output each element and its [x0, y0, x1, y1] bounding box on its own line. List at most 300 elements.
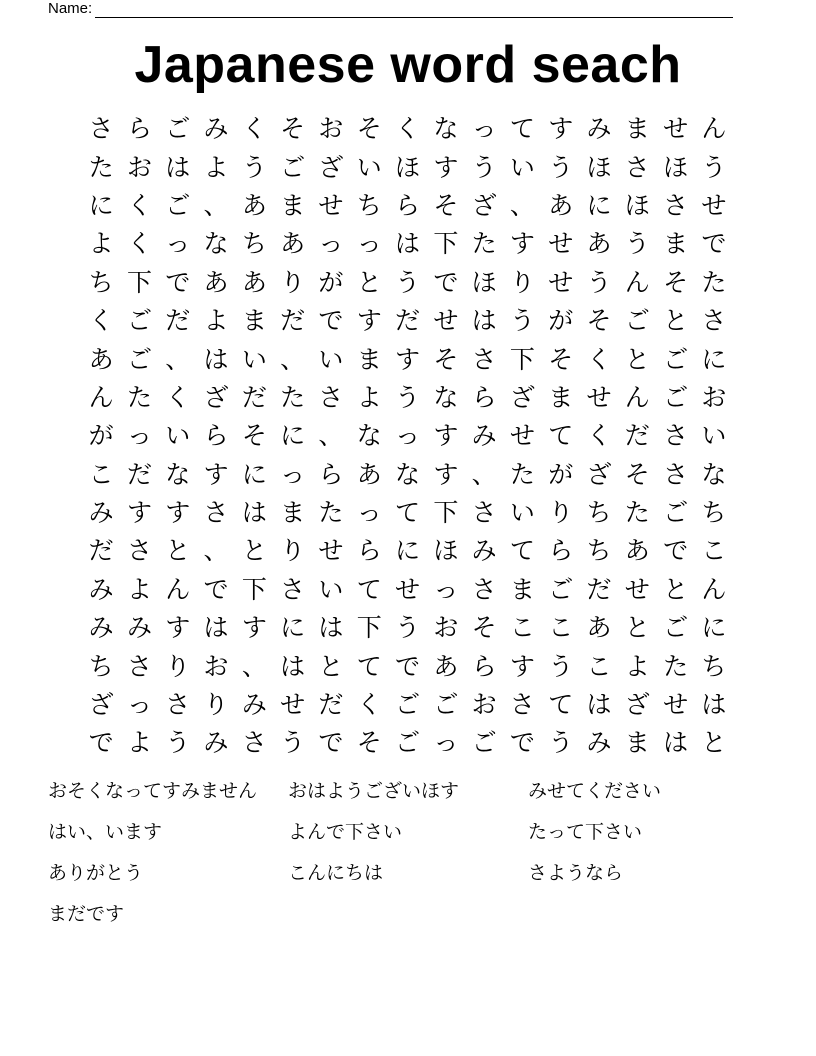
grid-cell: っ [471, 114, 497, 144]
grid-cell: ざ [624, 690, 650, 720]
grid-cell: り [548, 498, 574, 528]
grid-cell: ん [88, 382, 114, 412]
grid-cell: せ [509, 421, 535, 451]
grid-cell: 下 [509, 344, 535, 374]
grid-cell: ま [356, 344, 382, 374]
grid-cell: う [165, 728, 191, 758]
grid-cell: さ [471, 344, 497, 374]
grid-cell: ざ [586, 459, 612, 489]
grid-cell: た [624, 498, 650, 528]
grid-cell: り [165, 651, 191, 681]
word-list [48, 778, 768, 927]
grid-cell: は [701, 690, 727, 720]
grid-cell: た [471, 229, 497, 259]
grid-cell: ほ [433, 536, 459, 566]
grid-cell: て [548, 690, 574, 720]
grid-cell: に [586, 190, 612, 220]
grid-cell: い [165, 421, 191, 451]
grid-cell: ざ [318, 152, 344, 182]
grid-cell: な [433, 114, 459, 144]
grid-cell: さ [624, 152, 650, 182]
word-list-item: おはようございほす [288, 780, 460, 802]
grid-row [82, 609, 733, 647]
grid-cell: す [165, 613, 191, 643]
grid-cell: で [701, 229, 727, 259]
grid-cell: で [318, 728, 344, 758]
grid-cell: が [318, 267, 344, 297]
grid-row [82, 187, 733, 225]
grid-cell: だ [126, 459, 152, 489]
grid-cell: り [280, 267, 306, 297]
grid-cell: く [395, 114, 421, 144]
grid-row [82, 571, 733, 609]
grid-cell: と [318, 651, 344, 681]
grid-cell: さ [663, 459, 689, 489]
grid-cell: ら [395, 190, 421, 220]
grid-row [82, 456, 733, 494]
grid-cell: あ [356, 459, 382, 489]
grid-cell: ご [165, 190, 191, 220]
grid-cell: て [509, 114, 535, 144]
grid-cell: さ [88, 114, 114, 144]
grid-cell: 下 [433, 229, 459, 259]
grid-cell: せ [548, 229, 574, 259]
grid-cell: ま [548, 382, 574, 412]
grid-cell: そ [663, 267, 689, 297]
grid-cell: ま [509, 574, 535, 604]
grid-cell: ま [280, 190, 306, 220]
grid-cell: た [280, 382, 306, 412]
name-blank-line [95, 2, 733, 18]
grid-cell: み [586, 114, 612, 144]
grid-cell: と [624, 613, 650, 643]
grid-cell: 、 [471, 459, 497, 489]
grid-cell: ざ [471, 190, 497, 220]
grid-cell: う [548, 728, 574, 758]
grid-cell: お [203, 651, 229, 681]
grid-cell: ほ [663, 152, 689, 182]
grid-cell: ご [433, 690, 459, 720]
grid-cell: す [203, 459, 229, 489]
grid-cell: ち [586, 536, 612, 566]
grid-cell: ご [280, 152, 306, 182]
grid-cell: ま [663, 229, 689, 259]
grid-cell: 下 [433, 498, 459, 528]
grid-cell: っ [433, 728, 459, 758]
grid-cell: だ [280, 306, 306, 336]
grid-cell: お [318, 114, 344, 144]
grid-cell: う [471, 152, 497, 182]
word-list-item: こんにちは [288, 862, 384, 884]
grid-cell: あ [241, 190, 267, 220]
grid-cell: せ [701, 190, 727, 220]
grid-cell: た [663, 651, 689, 681]
grid-cell: ら [471, 382, 497, 412]
grid-cell: は [663, 728, 689, 758]
grid-row [82, 225, 733, 263]
grid-cell: っ [395, 421, 421, 451]
grid-cell: で [433, 267, 459, 297]
grid-row [82, 302, 733, 340]
grid-cell: す [395, 344, 421, 374]
grid-cell: が [548, 459, 574, 489]
grid-cell: で [318, 306, 344, 336]
grid-cell: よ [126, 574, 152, 604]
grid-cell: み [126, 613, 152, 643]
grid-cell: う [395, 267, 421, 297]
grid-cell: ご [471, 728, 497, 758]
grid-cell: っ [126, 690, 152, 720]
grid-cell: た [318, 498, 344, 528]
grid-cell: ほ [624, 190, 650, 220]
word-list-item: まだです [48, 903, 125, 925]
grid-cell: は [471, 306, 497, 336]
letter-grid [82, 110, 733, 763]
grid-cell: あ [548, 190, 574, 220]
name-field [48, 0, 733, 18]
grid-cell: み [586, 728, 612, 758]
grid-cell: は [318, 613, 344, 643]
grid-cell: あ [586, 229, 612, 259]
grid-cell: さ [318, 382, 344, 412]
grid-cell: あ [241, 267, 267, 297]
grid-cell: て [356, 651, 382, 681]
grid-cell: ま [624, 114, 650, 144]
grid-cell: く [586, 421, 612, 451]
grid-cell: さ [663, 190, 689, 220]
grid-cell: ざ [203, 382, 229, 412]
grid-cell: ま [241, 306, 267, 336]
grid-cell: み [88, 498, 114, 528]
grid-row [82, 686, 733, 724]
grid-cell: っ [280, 459, 306, 489]
grid-cell: な [395, 459, 421, 489]
grid-cell: う [624, 229, 650, 259]
grid-cell: 下 [241, 574, 267, 604]
grid-cell: は [165, 152, 191, 182]
grid-cell: そ [433, 190, 459, 220]
grid-cell: せ [318, 536, 344, 566]
grid-cell: せ [433, 306, 459, 336]
grid-cell: お [701, 382, 727, 412]
grid-cell: ご [126, 306, 152, 336]
grid-cell: よ [203, 152, 229, 182]
grid-cell: ご [395, 728, 421, 758]
grid-cell: て [548, 421, 574, 451]
grid-cell: で [395, 651, 421, 681]
grid-row [82, 724, 733, 762]
grid-cell: あ [88, 344, 114, 374]
grid-cell: ら [471, 651, 497, 681]
grid-cell: く [126, 229, 152, 259]
word-list-item: よんで下さい [288, 821, 403, 843]
grid-cell: ご [165, 114, 191, 144]
grid-cell: そ [624, 459, 650, 489]
grid-cell: ら [203, 421, 229, 451]
grid-cell: そ [280, 114, 306, 144]
grid-cell: せ [318, 190, 344, 220]
grid-cell: さ [509, 690, 535, 720]
grid-cell: な [433, 382, 459, 412]
grid-row [82, 494, 733, 532]
grid-cell: よ [203, 306, 229, 336]
grid-cell: ほ [395, 152, 421, 182]
grid-cell: う [548, 152, 574, 182]
grid-cell: っ [165, 229, 191, 259]
grid-cell: だ [165, 306, 191, 336]
grid-cell: ち [88, 267, 114, 297]
grid-cell: せ [624, 574, 650, 604]
grid-cell: あ [203, 267, 229, 297]
grid-cell: せ [548, 267, 574, 297]
grid-cell: そ [356, 114, 382, 144]
grid-cell: み [241, 690, 267, 720]
grid-cell: ち [88, 651, 114, 681]
grid-cell: す [509, 229, 535, 259]
grid-cell: だ [624, 421, 650, 451]
grid-cell: と [624, 344, 650, 374]
word-list-item: はい、います [48, 821, 163, 843]
grid-cell: す [433, 459, 459, 489]
grid-cell: っ [433, 574, 459, 604]
grid-cell: よ [356, 382, 382, 412]
grid-cell: い [318, 574, 344, 604]
grid-cell: に [241, 459, 267, 489]
word-list-item: おそくなってすみません [48, 780, 258, 802]
grid-cell: い [509, 498, 535, 528]
grid-cell: ざ [509, 382, 535, 412]
grid-cell: ら [356, 536, 382, 566]
grid-cell: せ [280, 690, 306, 720]
grid-cell: そ [433, 344, 459, 374]
grid-cell: せ [663, 114, 689, 144]
grid-cell: い [701, 421, 727, 451]
grid-cell: こ [509, 613, 535, 643]
grid-cell: こ [701, 536, 727, 566]
grid-cell: ご [663, 613, 689, 643]
grid-cell: ご [126, 344, 152, 374]
grid-cell: ご [548, 574, 574, 604]
grid-cell: ら [548, 536, 574, 566]
grid-cell: ち [701, 651, 727, 681]
grid-cell: た [701, 267, 727, 297]
grid-cell: あ [433, 651, 459, 681]
grid-cell: さ [203, 498, 229, 528]
grid-cell: ん [624, 382, 650, 412]
grid-cell: た [88, 152, 114, 182]
grid-cell: に [395, 536, 421, 566]
grid-cell: な [701, 459, 727, 489]
grid-cell: ん [624, 267, 650, 297]
grid-cell: く [586, 344, 612, 374]
grid-cell: 、 [318, 421, 344, 451]
grid-cell: ご [624, 306, 650, 336]
grid-cell: ち [701, 498, 727, 528]
grid-cell: は [586, 690, 612, 720]
grid-cell: と [663, 306, 689, 336]
grid-cell: ま [624, 728, 650, 758]
grid-cell: さ [126, 651, 152, 681]
grid-cell: う [548, 651, 574, 681]
grid-cell: す [433, 421, 459, 451]
grid-cell: て [356, 574, 382, 604]
grid-cell: あ [624, 536, 650, 566]
grid-cell: さ [471, 498, 497, 528]
grid-cell: だ [241, 382, 267, 412]
grid-cell: ざ [88, 690, 114, 720]
grid-cell: ち [356, 190, 382, 220]
grid-cell: く [356, 690, 382, 720]
grid-cell: ほ [471, 267, 497, 297]
grid-cell: に [701, 613, 727, 643]
grid-cell: は [241, 498, 267, 528]
grid-cell: 、 [509, 190, 535, 220]
grid-row [82, 340, 733, 378]
grid-cell: り [203, 690, 229, 720]
grid-cell: そ [548, 344, 574, 374]
grid-cell: い [509, 152, 535, 182]
grid-cell: と [165, 536, 191, 566]
grid-cell: っ [356, 229, 382, 259]
grid-cell: あ [586, 613, 612, 643]
grid-cell: ん [701, 114, 727, 144]
grid-row [82, 264, 733, 302]
grid-cell: み [203, 728, 229, 758]
grid-cell: な [203, 229, 229, 259]
grid-cell: て [395, 498, 421, 528]
grid-cell: ら [126, 114, 152, 144]
grid-cell: っ [318, 229, 344, 259]
page-title: Japanese word seach [134, 36, 682, 94]
grid-cell: だ [88, 536, 114, 566]
grid-cell: み [203, 114, 229, 144]
grid-cell: た [126, 382, 152, 412]
word-list-item: ありがとう [48, 862, 144, 884]
grid-cell: て [509, 536, 535, 566]
grid-cell: り [509, 267, 535, 297]
grid-cell: ん [701, 574, 727, 604]
grid-cell: さ [701, 306, 727, 336]
grid-cell: そ [471, 613, 497, 643]
grid-cell: く [165, 382, 191, 412]
grid-row [82, 110, 733, 148]
grid-cell: み [88, 613, 114, 643]
grid-cell: く [126, 190, 152, 220]
grid-cell: こ [548, 613, 574, 643]
grid-cell: た [509, 459, 535, 489]
grid-cell: す [509, 651, 535, 681]
grid-cell: お [471, 690, 497, 720]
word-list-item: さようなら [528, 862, 624, 884]
grid-cell: で [88, 728, 114, 758]
grid-cell: は [395, 229, 421, 259]
grid-cell: 、 [241, 651, 267, 681]
grid-cell: く [88, 306, 114, 336]
grid-cell: ち [241, 229, 267, 259]
grid-cell: は [203, 344, 229, 374]
grid-cell: よ [126, 728, 152, 758]
grid-cell: す [165, 498, 191, 528]
grid-cell: ご [663, 344, 689, 374]
grid-row [82, 417, 733, 455]
grid-cell: な [356, 421, 382, 451]
grid-cell: っ [126, 421, 152, 451]
grid-cell: せ [395, 574, 421, 604]
grid-cell: さ [471, 574, 497, 604]
grid-cell: く [241, 114, 267, 144]
grid-cell: う [280, 728, 306, 758]
grid-cell: う [241, 152, 267, 182]
grid-cell: 、 [203, 536, 229, 566]
grid-row [82, 532, 733, 570]
grid-cell: こ [88, 459, 114, 489]
grid-cell: す [548, 114, 574, 144]
grid-cell: そ [241, 421, 267, 451]
grid-cell: こ [586, 651, 612, 681]
grid-cell: さ [241, 728, 267, 758]
grid-cell: み [471, 421, 497, 451]
grid-cell: と [356, 267, 382, 297]
word-list-item: みせてください [528, 780, 662, 802]
grid-cell: で [663, 536, 689, 566]
grid-cell: に [88, 190, 114, 220]
grid-cell: せ [586, 382, 612, 412]
grid-cell: で [165, 267, 191, 297]
grid-cell: お [433, 613, 459, 643]
grid-cell: に [280, 421, 306, 451]
grid-cell: す [433, 152, 459, 182]
grid-cell: に [701, 344, 727, 374]
grid-cell: は [280, 651, 306, 681]
grid-cell: お [126, 152, 152, 182]
grid-cell: せ [663, 690, 689, 720]
grid-cell: さ [280, 574, 306, 604]
grid-cell: っ [356, 498, 382, 528]
grid-cell: に [280, 613, 306, 643]
grid-cell: さ [126, 536, 152, 566]
grid-cell: が [88, 421, 114, 451]
grid-cell: と [663, 574, 689, 604]
grid-cell: ち [586, 498, 612, 528]
grid-cell: 、 [280, 344, 306, 374]
grid-cell: そ [356, 728, 382, 758]
grid-cell: 下 [126, 267, 152, 297]
grid-cell: は [203, 613, 229, 643]
grid-cell: だ [395, 306, 421, 336]
word-list-item: たって下さい [528, 821, 643, 843]
grid-row [82, 148, 733, 186]
grid-cell: な [165, 459, 191, 489]
grid-cell: い [241, 344, 267, 374]
grid-cell: ご [395, 690, 421, 720]
grid-cell: み [88, 574, 114, 604]
grid-cell: さ [165, 690, 191, 720]
grid-row [82, 379, 733, 417]
grid-cell: さ [663, 421, 689, 451]
grid-cell: 、 [165, 344, 191, 374]
grid-cell: ご [663, 382, 689, 412]
grid-cell: よ [624, 651, 650, 681]
grid-cell: 、 [203, 190, 229, 220]
grid-cell: う [395, 613, 421, 643]
grid-cell: よ [88, 229, 114, 259]
grid-cell: と [701, 728, 727, 758]
grid-cell: ご [663, 498, 689, 528]
grid-cell: が [548, 306, 574, 336]
grid-cell: う [509, 306, 535, 336]
grid-cell: い [318, 344, 344, 374]
grid-cell: で [203, 574, 229, 604]
